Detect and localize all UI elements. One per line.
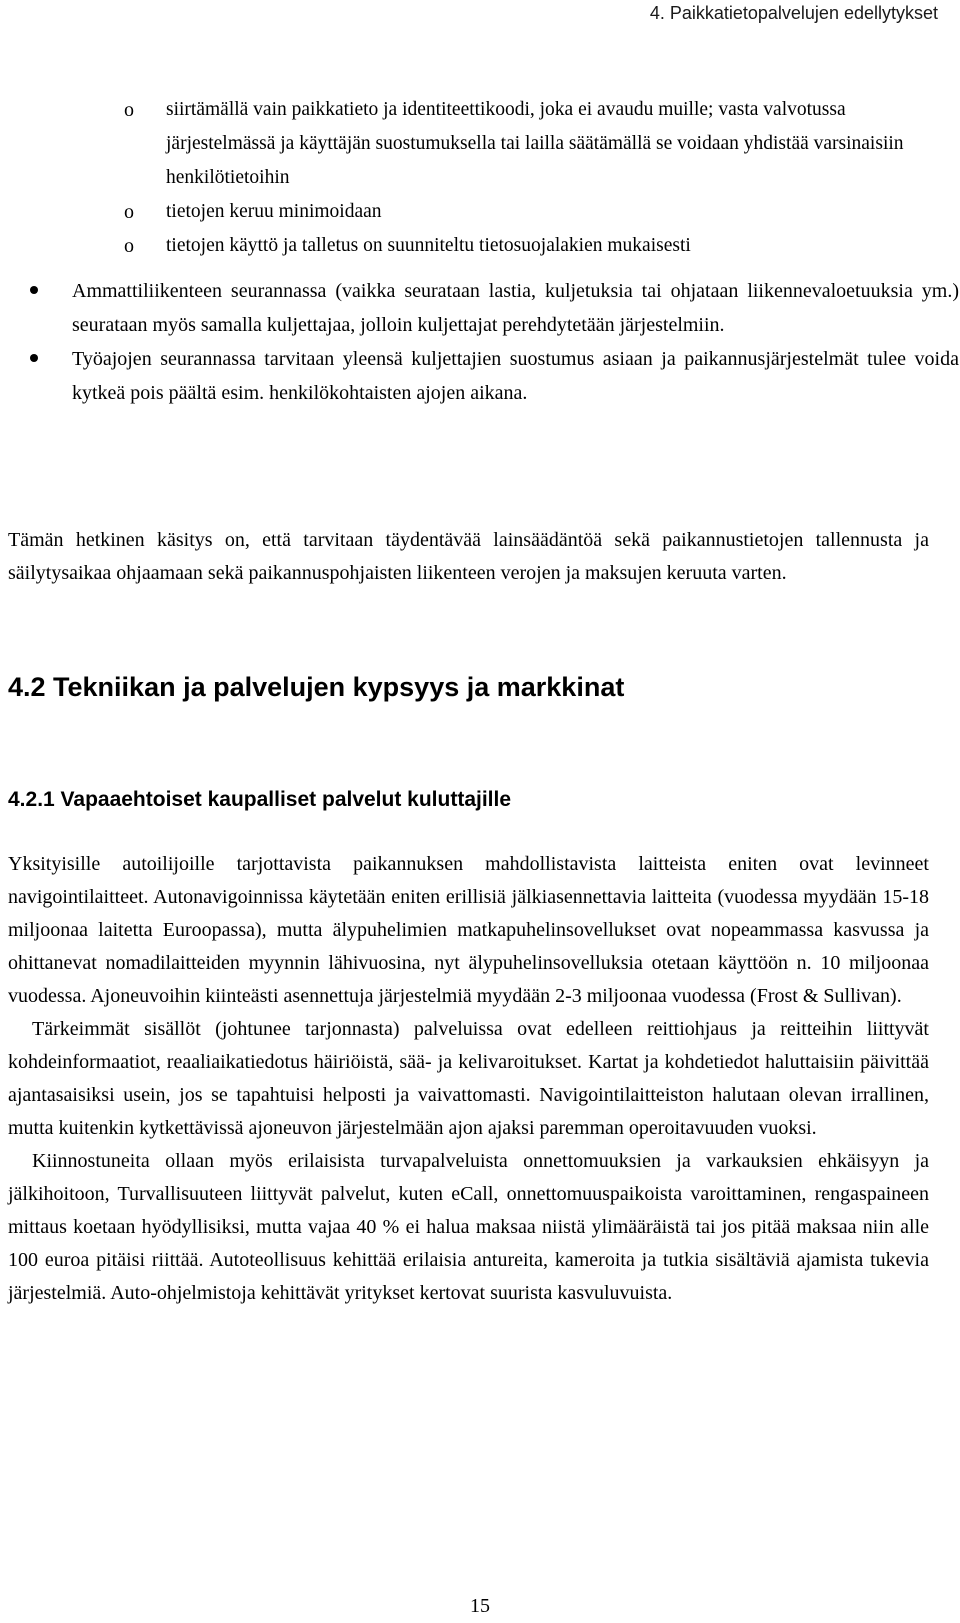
sub-list-item-text: siirtämällä vain paikkatieto ja identiteettikoodi, joka ei avaudu muille; vasta valvotussa järjestelmässä ja käyttäjän suostumuksella tai lailla säätämällä se voidaan yhdistää varsinaisiin henkilötietoihin [166,99,904,188]
sub-list-item [124,93,956,195]
bullet-item [28,274,959,342]
intro-paragraph: Tämän hetkinen käsitys on, että tarvitaan täydentävää lainsäädäntöä sekä paikannustietojen tallennusta ja säilytysaikaa ohjaamaan sekä paikannuspohjaisten liikenteen verojen ja maksujen keruuta varten. [8,529,929,584]
sub-list-item [124,195,956,229]
running-header: 4. Paikkatietopalvelujen edellytykset [649,3,938,23]
bullet-item-text: Työajojen seurannassa tarvitaan yleensä kuljettajien suostumus asiaan ja paikannusjärjestelmät tulee voida kytkeä pois päältä esim. henkilökohtaisten ajojen aikana. [72,348,959,404]
sub-list-item [124,229,956,263]
body-paragraph: Tärkeimmät sisällöt (johtunee tarjonnasta) palveluissa ovat edelleen reittiohjaus ja reitteihin liittyvät kohdeinformaatiot, reaaliaikatiedotus häiriöistä, sää- ja kelivaroitukset. Kartat ja kohdetiedot haluttaisiin päivittää ajantasaisiksi usein, jos se tapahtuisi helposti ja vaivattomasti. Navigointilaitteiston halutaan olevan irrallinen, mutta kuitenkin kytkettävissä ajoneuvon järjestelmään ajon ajaksi paremman operoitavuuden vuoksi. [8,1018,929,1139]
body-text [8,848,929,1310]
bullet-item [28,342,959,410]
subsection-heading: 4.2.1 Vapaaehtoiset kaupalliset palvelut kuluttajille [8,788,512,811]
body-paragraph: Yksityisille autoilijoille tarjottavista paikannuksen mahdollistavista laitteista eniten ovat levinneet navigointilaitteet. Autonavigoinnissa käytetään eniten erillisiä jälkiasennettavia laitteita (vuodessa myydään 15-18 miljoonaa laitetta Euroopassa), mutta älypuhelimien matkapuhelinsovellukset ovat nopeammassa kasvussa ja ohittanevat nomadilaitteiden myynnin lähivuosina, nyt älypuhelinsovelluksia otetaan käyttöön n. 10 miljoonaa vuodessa. Ajoneuvoihin kiinteästi asennettuja järjestelmiä myydään 2-3 miljoonaa vuodessa (Frost & Sullivan). [8,853,929,1007]
bullet-list [28,274,958,410]
section-heading: 4.2 Tekniikan ja palvelujen kypsyys ja markkinat [8,672,625,702]
sub-bullet-marker: o [124,99,134,121]
page-number: 15 [470,1595,490,1617]
body-paragraph: Kiinnostuneita ollaan myös erilaisista turvapalveluista onnettomuuksien ja varkauksien ehkäisyyn ja jälkihoitoon, Turvallisuuteen liittyvät palvelut, kuten eCall, onnettomuuspaikoista varoittaminen, rengaspaineen mittaus koetaan hyödyllisiksi, mutta vajaa 40 % ei halua maksaa niistä ylimääräistä tai jos pitää maksaa niin alle 100 euroa pitäisi riittää. Autoteollisuus kehittää erilaisia antureita, kameroita ja tutkia sisältäviä ajamista tukevia järjestelmiä. Auto-ohjelmistoja kehittävät yritykset kertovat suurista kasvuluvuista. [8,1150,929,1304]
sub-list-item-text: tietojen keruu minimoidaan [166,201,382,222]
bullet-dot-icon [30,354,38,362]
sub-bullet-marker: o [124,235,134,257]
sub-bullet-marker: o [124,201,134,223]
bullet-dot-icon [30,286,38,294]
sub-list-item-text: tietojen käyttö ja talletus on suunniteltu tietosuojalakien mukaisesti [166,235,691,256]
bullet-item-text: Ammattiliikenteen seurannassa (vaikka seurataan lastia, kuljetuksia tai ohjataan liikennevaloetuuksia ym.) seurataan myös samalla kuljettajaa, jolloin kuljettajat perehdytetään järjestelmiin. [72,280,959,336]
sub-list [124,93,960,263]
